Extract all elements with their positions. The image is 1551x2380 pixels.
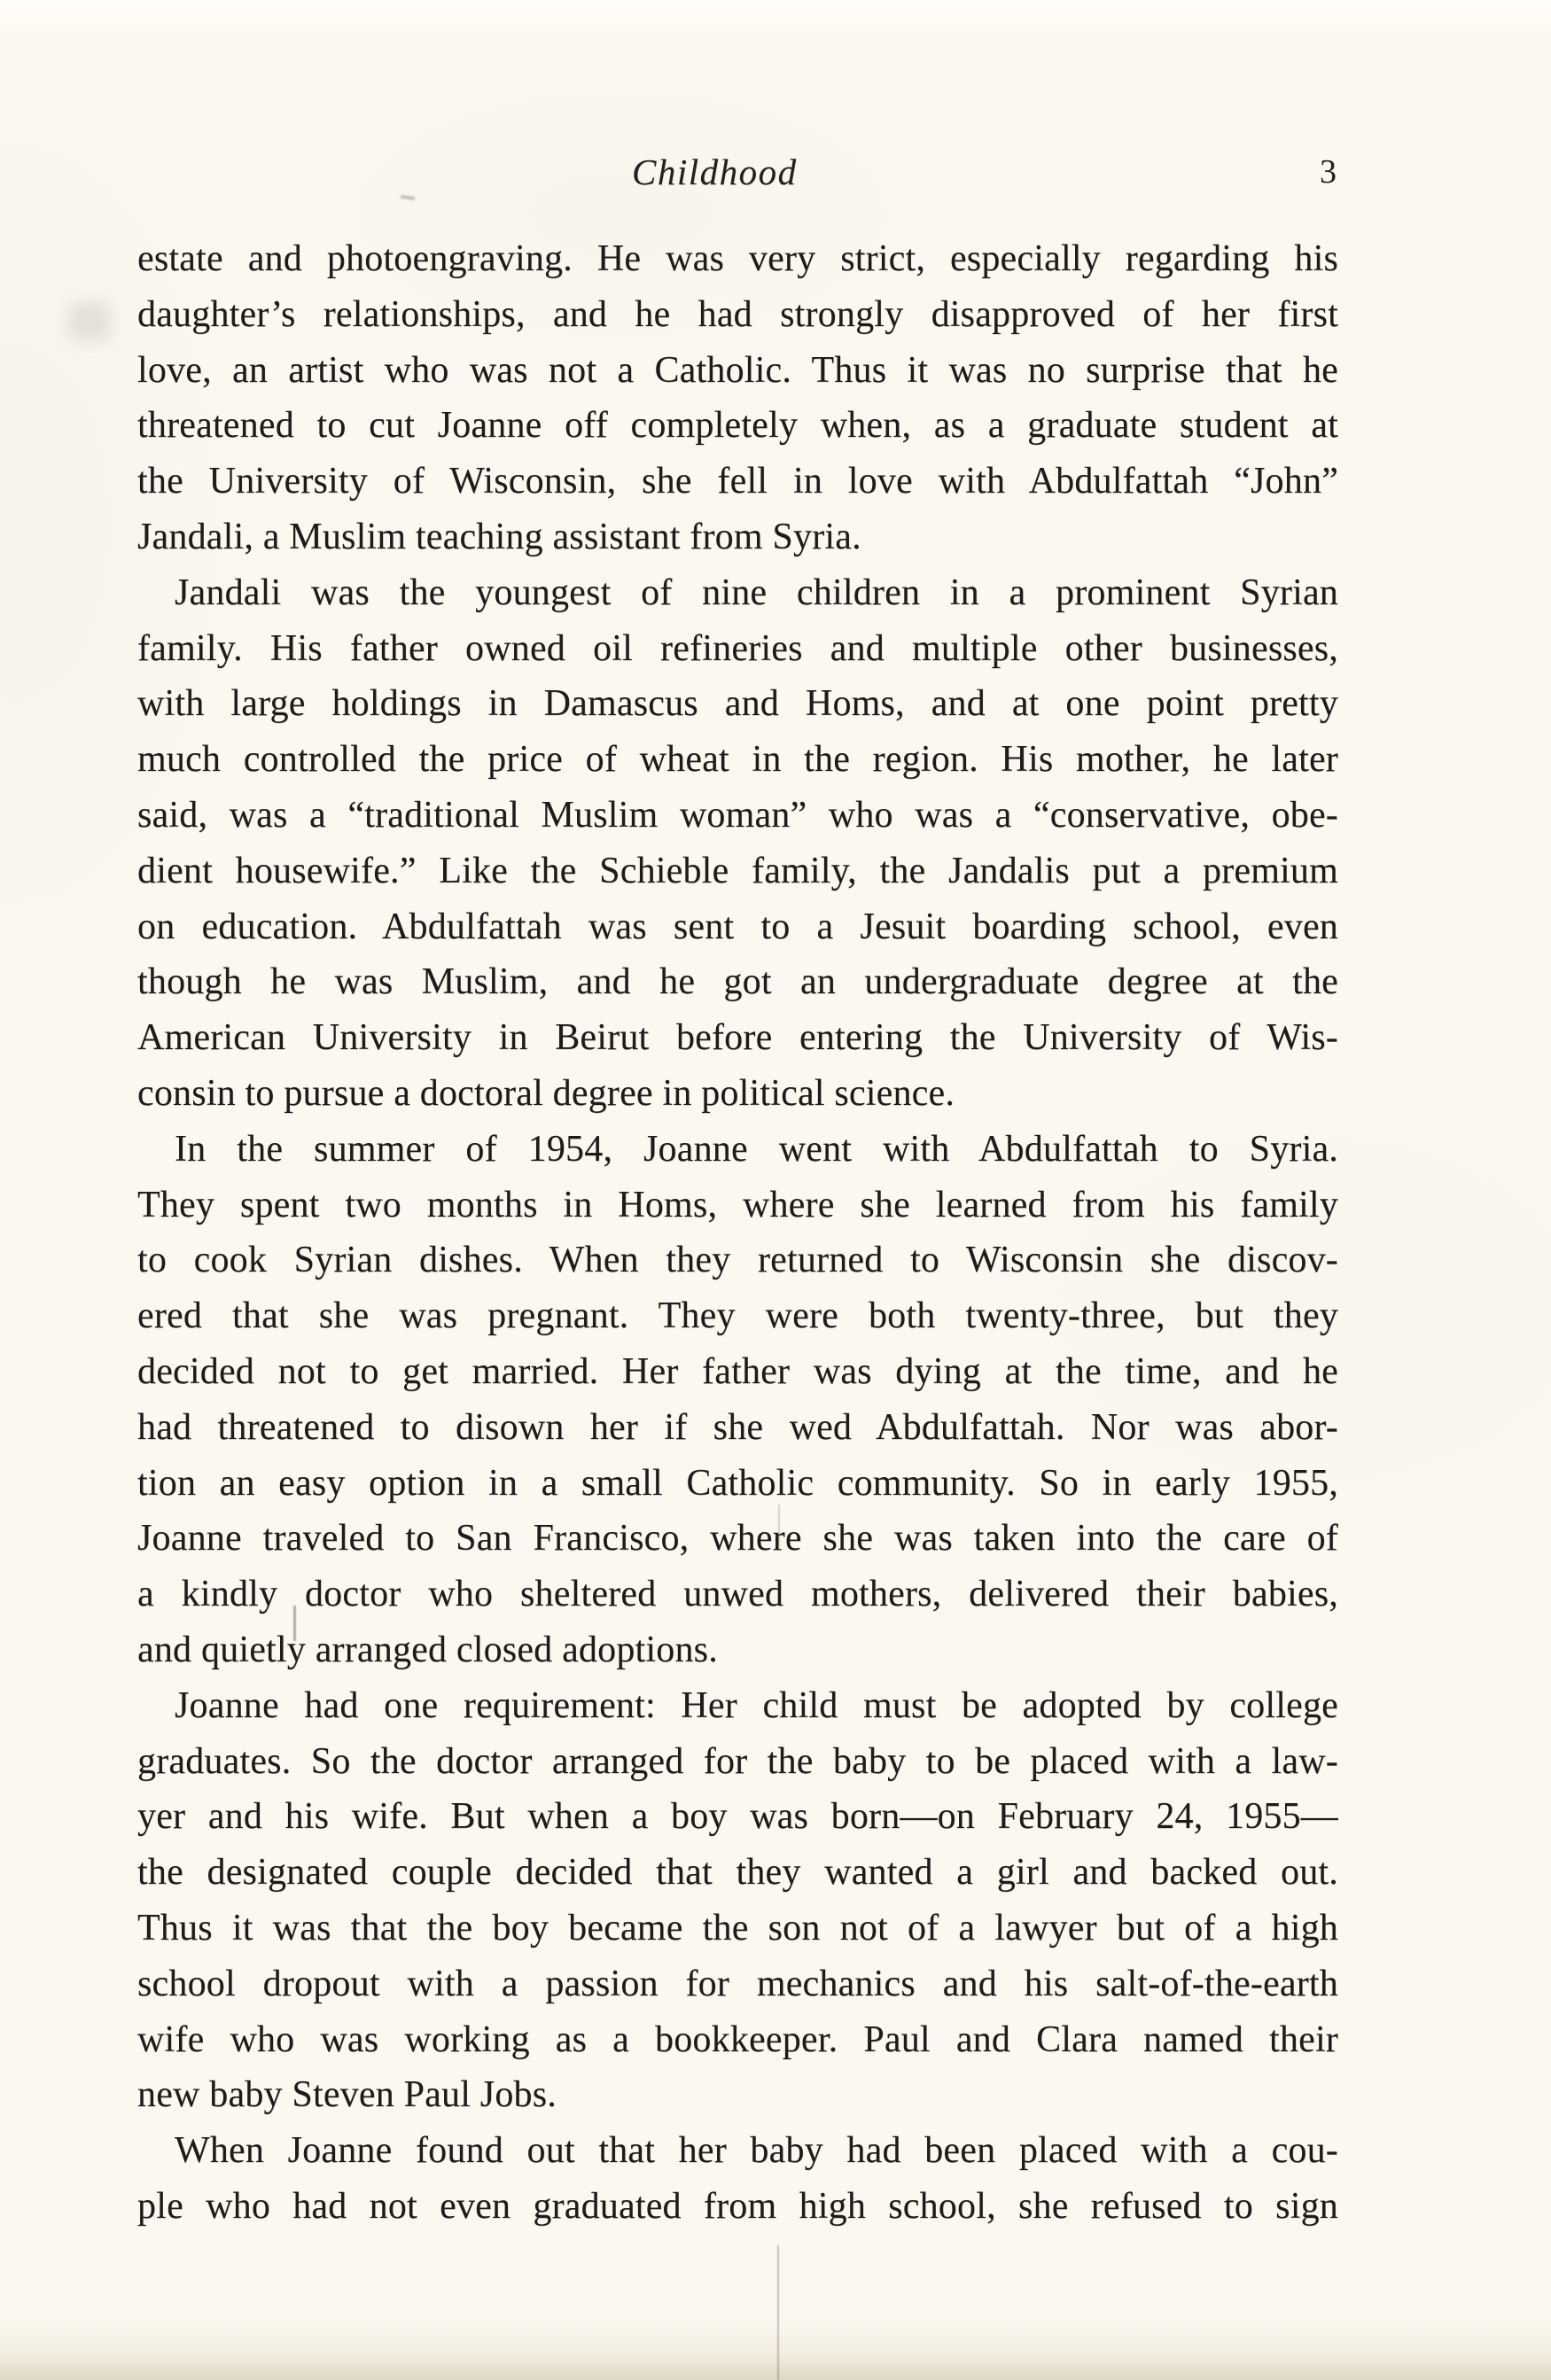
text-line: ered that she was pregnant. They were both twenty-three, but they xyxy=(137,1295,1338,1337)
page-number: 3 xyxy=(1320,153,1337,191)
text-line: American University in Beirut before entering the University of Wis- xyxy=(137,1017,1338,1059)
text-line: yer and his wife. But when a boy was born—on February 24, 1955— xyxy=(137,1796,1338,1838)
paragraph xyxy=(137,565,1338,1122)
text-line: ple who had not even graduated from high school, she refused to sign xyxy=(137,2185,1338,2227)
running-header xyxy=(137,151,1338,200)
text-line: wife who was working as a bookkeeper. Paul and Clara named their xyxy=(137,2018,1338,2060)
text-line: school dropout with a passion for mechanics and his salt-of-the-earth xyxy=(137,1963,1338,2004)
text-line: estate and photoengraving. He was very strict, especially regarding his xyxy=(137,238,1338,279)
page-body xyxy=(137,231,1338,2235)
text-line: Jandali was the youngest of nine children in a prominent Syrian xyxy=(175,572,1338,613)
paragraph xyxy=(137,231,1338,565)
text-line: They spent two months in Homs, where she learned from his family xyxy=(137,1184,1338,1225)
text-line: daughter’s relationships, and he had strongly disapproved of her first xyxy=(137,293,1338,335)
text-line: When Joanne found out that her baby had been placed with a cou- xyxy=(175,2130,1338,2172)
text-line: had threatened to disown her if she wed Abdulfattah. Nor was abor- xyxy=(137,1406,1338,1448)
text-line: much controlled the price of wheat in the region. His mother, he later xyxy=(137,739,1338,781)
text-line: and quietly arranged closed adoptions. xyxy=(137,1629,718,1670)
text-line: the designated couple decided that they wanted a girl and backed out. xyxy=(137,1852,1338,1894)
text-line: graduates. So the doctor arranged for the baby to be placed with a law- xyxy=(137,1740,1338,1782)
chapter-title: Childhood xyxy=(632,152,798,192)
text-line: consin to pursue a doctoral degree in political science. xyxy=(137,1072,955,1114)
scan-smudge-artifact xyxy=(69,303,110,340)
text-line: decided not to get married. Her father was dying at the time, and he xyxy=(137,1350,1338,1392)
text-line: threatened to cut Joanne off completely when, as a graduate student at xyxy=(137,405,1338,447)
text-line: the University of Wisconsin, she fell in love with Abdulfattah “John” xyxy=(137,461,1338,502)
text-line: to cook Syrian dishes. When they returned to Wisconsin she discov- xyxy=(137,1240,1338,1281)
text-line: though he was Muslim, and he got an undergraduate degree at the xyxy=(137,961,1338,1003)
text-line: Joanne traveled to San Francisco, where she was taken into the care of xyxy=(137,1518,1338,1559)
text-line: love, an artist who was not a Catholic. Thus it was no surprise that he xyxy=(137,349,1338,391)
text-line: a kindly doctor who sheltered unwed mothers, delivered their babies, xyxy=(137,1574,1338,1615)
text-line: Jandali, a Muslim teaching assistant from Syria. xyxy=(137,516,861,557)
text-line: said, was a “traditional Muslim woman” who was a “conservative, obe- xyxy=(137,794,1338,836)
text-line: Joanne had one requirement: Her child must be adopted by college xyxy=(175,1684,1338,1726)
paragraph xyxy=(137,1122,1338,1678)
paragraph xyxy=(137,1678,1338,2123)
text-line: with large holdings in Damascus and Homs, and at one point pretty xyxy=(137,683,1338,725)
text-line: tion an easy option in a small Catholic community. So in early 1955, xyxy=(137,1462,1338,1504)
text-line: In the summer of 1954, Joanne went with Abdulfattah to Syria. xyxy=(175,1128,1338,1170)
text-line: dient housewife.” Like the Schieble family, the Jandalis put a premium xyxy=(137,850,1338,891)
paragraph xyxy=(137,2123,1338,2235)
text-line: family. His father owned oil refineries and multiple other businesses, xyxy=(137,627,1338,669)
text-line: Thus it was that the boy became the son not of a lawyer but of a high xyxy=(137,1907,1338,1948)
scan-fold-line-artifact xyxy=(777,2245,779,2380)
text-line: new baby Steven Paul Jobs. xyxy=(137,2074,557,2116)
text-line: on education. Abdulfattah was sent to a Jesuit boarding school, even xyxy=(137,906,1338,947)
